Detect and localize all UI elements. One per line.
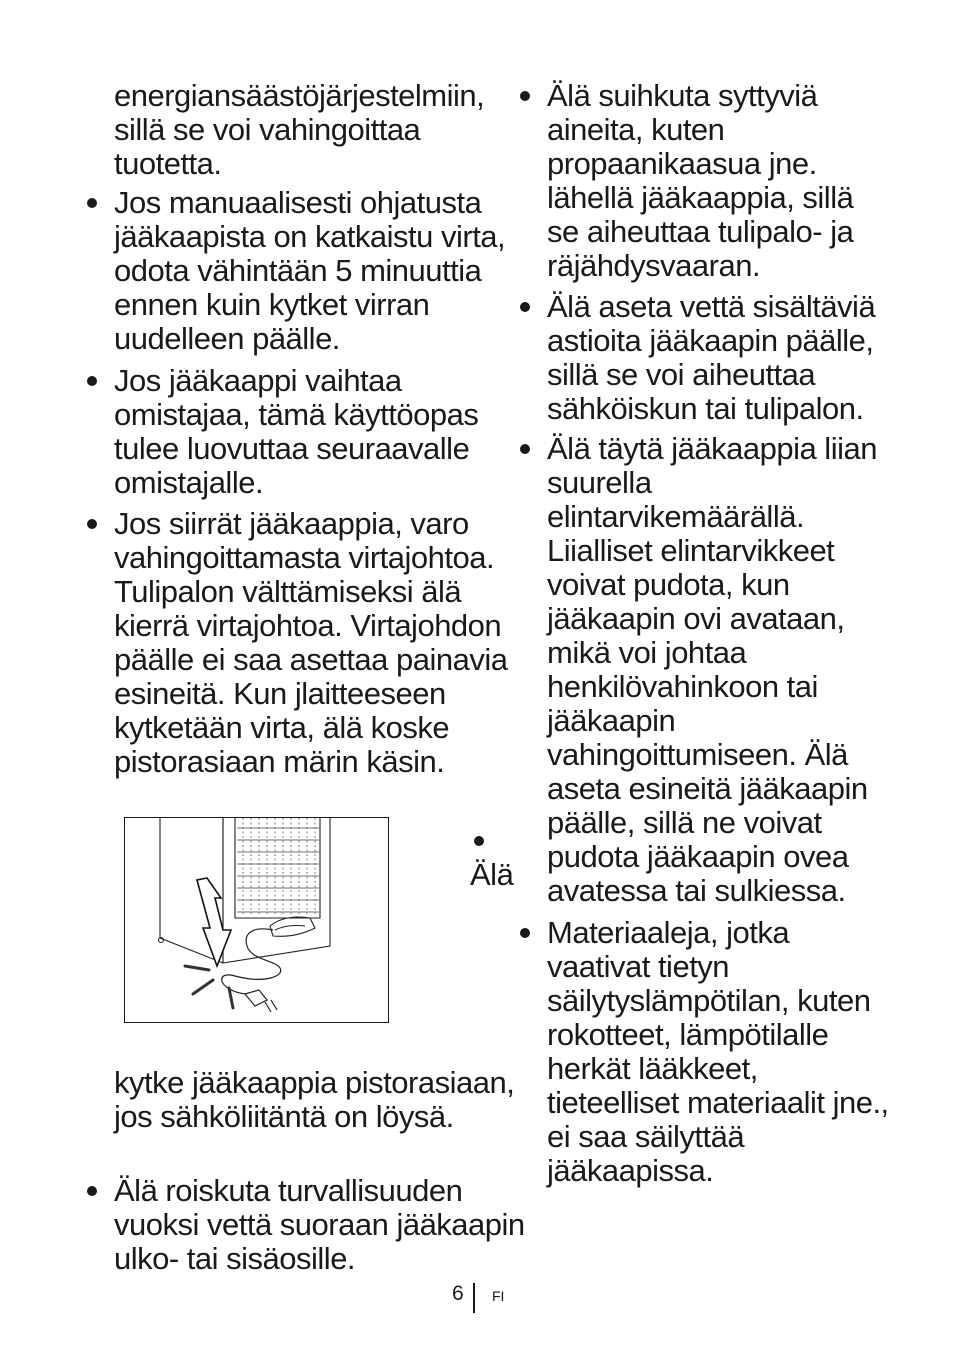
power-cord-illustration bbox=[124, 817, 389, 1023]
page-number: 6 bbox=[452, 1282, 464, 1305]
left-bullet-owner-change: Jos jääkaappi vaihtaa omistajaa, tämä käyttöopas tulee luovuttaa seuraavalle omistajalle. bbox=[114, 364, 526, 500]
left-bullet-no-water-splash: Älä roiskuta turvallisuuden vuoksi vettä suoraan jääkaapin ulko- tai sisäosille. bbox=[114, 1173, 525, 1276]
left-bottom-continuation: kytke jääkaappia pistorasiaan, jos sähköliitäntä on löysä. bbox=[114, 1065, 515, 1134]
stray-bullet-dot bbox=[474, 836, 484, 846]
right-bullet-overfilling: Älä täytä jääkaappia liian suurella elintarvikemäärällä. Liialliset elintarvikkeet voivat pudota, kun jääkaapin ovi avataan, mikä voi johtaa henkilövahinkoon tai jääkaapin vahingoittumiseen. Älä aseta esineitä jääkaapin päälle, sillä ne voivat pudota jääkaapin ovea avatessa tai sulkiessa. bbox=[547, 432, 892, 908]
footer-divider bbox=[473, 1283, 475, 1313]
refrigerator-power-cord-icon bbox=[125, 818, 389, 1023]
right-bullet-flammable-gas: Älä suihkuta syttyviä aineita, kuten propaanikaasua jne. lähellä jääkaappia, sillä se aiheuttaa tulipalo- ja räjähdysvaaran. bbox=[547, 79, 892, 283]
left-continuation-paragraph: energiansäästöjärjestelmiin, sillä se voi vahingoittaa tuotetta. bbox=[114, 78, 485, 181]
language-code: FI bbox=[492, 1288, 505, 1304]
left-bullet-move-fridge: Jos siirrät jääkaappia, varo vahingoittamasta virtajohtoa. Tulipalon välttämiseksi älä kierrä virtajohtoa. Virtajohdon päälle ei saa asettaa painavia esineitä. Kun jlaitteeseen kytketään virta, älä koske pistorasiaan märin käsin. bbox=[114, 507, 526, 779]
stray-bullet-word: Älä bbox=[470, 857, 514, 892]
right-bullet-water-containers: Älä aseta vettä sisältäviä astioita jääkaapin päälle, sillä se voi aiheuttaa sähköiskun tai tulipalon. bbox=[547, 290, 892, 426]
left-bullet-manual-power: Jos manuaalisesti ohjatusta jääkaapista on katkaistu virta, odota vähintään 5 minuuttia ennen kuin kytket virran uudelleen päälle. bbox=[114, 186, 526, 356]
right-bullet-temperature-materials: Materiaaleja, jotka vaativat tietyn säilytyslämpötilan, kuten rokotteet, lämpötilalle herkät lääkkeet, tieteelliset materiaalit jne., ei saa säilyttää jääkaapissa. bbox=[547, 916, 892, 1188]
